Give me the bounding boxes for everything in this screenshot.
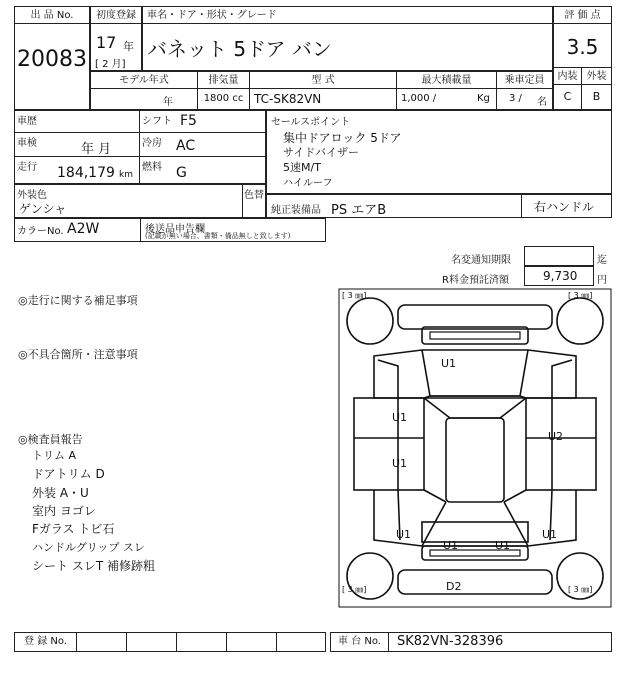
fuel-cell (140, 157, 265, 183)
damage-mark-hood: U1 (441, 357, 457, 370)
car-name: バネット 5ドア バン (147, 37, 332, 61)
lot-number-box (14, 6, 90, 110)
tire-front-right (557, 298, 603, 344)
capacity-label: 乗車定員 (497, 72, 552, 89)
capacity-unit: 名 (537, 97, 547, 108)
inspector-item: 室内 ヨゴレ (32, 504, 96, 518)
hood-outline (374, 350, 576, 398)
tread-depth-rear-left: [ 3 ㎜] (342, 585, 367, 594)
defects-notes-label: ◎不具合箇所・注意事項 (18, 348, 138, 361)
roof (446, 418, 504, 502)
lot-number: 20083 (17, 47, 87, 72)
ac: AC (176, 138, 196, 154)
windshield (424, 398, 526, 418)
handle-cell (521, 195, 611, 217)
driving-notes-label: ◎走行に関する補足事項 (18, 294, 138, 307)
max-load-cell (397, 89, 497, 109)
model-year-unit: 年 (163, 97, 173, 108)
ac-cell (140, 133, 265, 157)
exterior-grade-label: 外装 (582, 67, 611, 85)
inspector-item: Fガラス トビ石 (32, 522, 115, 536)
interior-grade: C (554, 85, 582, 109)
name-change-deadline-field (524, 246, 594, 266)
chassis-number-label: 車 台 No. (331, 633, 389, 651)
name-change-deadline-unit: 迄 (597, 255, 607, 266)
damage-mark-left-rear-fender: U1 (396, 528, 412, 541)
first-registration-box (90, 6, 142, 71)
sales-points-label: セールスポイント (271, 117, 351, 128)
left-fender (378, 360, 398, 398)
max-load-unit: Kg (477, 93, 490, 104)
mileage-cell (15, 157, 140, 183)
vehicle-diagram (338, 288, 612, 608)
chassis-number-row (330, 632, 612, 652)
max-load: 1,000 / (401, 93, 437, 104)
score-label: 評 価 点 (554, 7, 611, 24)
tread-depth-front-left: [ 3 ㎜] (342, 291, 367, 300)
model-year-cell (91, 89, 198, 109)
displacement: 1800 cc (198, 89, 250, 109)
model-code: TC-SK82VN (250, 89, 397, 109)
fuel: G (176, 165, 187, 181)
equipment-box (266, 194, 612, 218)
color-number-box (14, 218, 326, 242)
inspector-item: ハンドルグリップ スレ (32, 541, 145, 554)
car-name-box (142, 6, 553, 71)
shift-cell (140, 111, 265, 133)
tread-depth-front-right: [ 3 ㎜] (568, 291, 593, 300)
shift: F5 (180, 113, 197, 129)
capacity-cell (497, 89, 552, 109)
right-body (526, 398, 596, 490)
details-block (14, 110, 266, 184)
mileage-unit: km (119, 170, 133, 180)
inspector-item: トリム A (32, 449, 77, 462)
model-code-label: 型 式 (250, 72, 397, 89)
interior-grade-label: 内装 (554, 67, 582, 85)
registration-number-cell (127, 633, 177, 651)
color-number-label: カラーNo. (17, 226, 64, 237)
damage-mark-left-rear-door: U1 (392, 457, 408, 470)
registration-number-cell (177, 633, 227, 651)
damage-mark-rear-left: U1 (443, 539, 459, 552)
left-body (354, 398, 424, 490)
capacity: 3 / (509, 93, 522, 104)
chassis-number: SK82VN-328396 (397, 634, 504, 649)
color-number: A2W (67, 221, 100, 237)
front-grille-slot (430, 332, 520, 339)
rear-light-bar (422, 546, 528, 560)
registration-number-row (14, 632, 326, 652)
roof-rear-lines (424, 490, 526, 502)
handle-position: 右ハンドル (534, 200, 595, 214)
mileage: 184,179 (57, 165, 115, 181)
displacement-label: 排気量 (198, 72, 250, 89)
model-year-label: モデル年式 (91, 72, 198, 89)
inspector-item: 外装 A・U (32, 486, 89, 500)
damage-mark-left-front-door: U1 (392, 411, 408, 424)
inspection-label: 車検 (17, 138, 37, 149)
max-load-label: 最大積載量 (397, 72, 497, 89)
front-bumper (398, 305, 552, 329)
registration-number-label: 登 録 No. (15, 633, 77, 651)
damage-mark-right-side: U2 (548, 430, 564, 443)
damage-mark-rear-right: U1 (495, 539, 511, 552)
color-box (14, 184, 266, 218)
rear-fenders (398, 490, 552, 540)
first-registration-year: 17 (96, 33, 117, 52)
score: 3.5 (566, 35, 599, 59)
rear-door (422, 522, 528, 542)
post-docs-note: (記載が無い場合、書類・備品無しと致します) (145, 232, 291, 240)
registration-number-cell (227, 633, 277, 651)
right-fender (552, 360, 572, 398)
spec-row (90, 71, 553, 110)
first-registration-label: 初度登録 (91, 7, 141, 24)
fuel-label: 燃料 (142, 162, 162, 173)
color-label: 外装色 (17, 190, 47, 201)
exterior-color: ゲンシャ (19, 202, 67, 216)
tread-depth-rear-right: [ 3 ㎜] (568, 585, 593, 594)
name-change-deadline-label: 名変通知期限 (451, 255, 511, 266)
post-docs-label: 後送品申告欄 (145, 224, 205, 235)
sales-point-3: 5速M/T (283, 161, 321, 174)
equipment-value: PS エアB (331, 203, 387, 218)
color-cell (15, 185, 243, 217)
inspector-item: ドアトリム D (32, 467, 105, 481)
year-unit: 年 (123, 40, 134, 53)
sales-point-2: サイドバイザー (283, 146, 360, 159)
shift-label: シフト (142, 116, 172, 127)
inspection-cell (15, 133, 140, 157)
sales-point-4: ハイルーフ (283, 178, 333, 189)
recycle-fee-field (524, 266, 594, 286)
recycle-fee-label: R料金預託済額 (442, 275, 509, 286)
history-label: 車歴 (17, 116, 37, 127)
lot-number-label: 出 品 No. (15, 7, 89, 24)
rear-quarter (422, 502, 528, 546)
score-box (553, 6, 612, 110)
inspection-value: 年 月 (81, 142, 112, 157)
car-name-label: 車名・ドア・形状・グレード (143, 7, 552, 24)
sales-point-1: 集中ドアロック 5ドア (283, 131, 402, 145)
inspector-report-label: ◎検査員報告 (18, 433, 83, 446)
equipment-label: 純正装備品 (271, 205, 321, 216)
ac-label: 冷房 (142, 138, 162, 149)
damage-mark-right-rear-fender: U1 (542, 528, 558, 541)
recycle-fee: 9,730 (543, 269, 578, 283)
hood-panel (422, 350, 528, 396)
tire-front-left (347, 298, 393, 344)
inspector-item: シート スレT 補修跡粗 (32, 559, 155, 573)
rear-bumper (398, 570, 552, 594)
color-number-cell (15, 219, 141, 241)
sales-points-box (266, 110, 612, 194)
first-registration-month: [ 2 月] (95, 59, 126, 70)
damage-mark-rear-bumper: D2 (446, 580, 462, 593)
exterior-grade: B (592, 90, 601, 103)
recycle-fee-unit: 円 (597, 275, 607, 286)
registration-number-cell (77, 633, 127, 651)
history-cell (15, 111, 140, 133)
color-change-label: 色替 (244, 190, 264, 201)
mileage-label: 走行 (17, 162, 37, 173)
